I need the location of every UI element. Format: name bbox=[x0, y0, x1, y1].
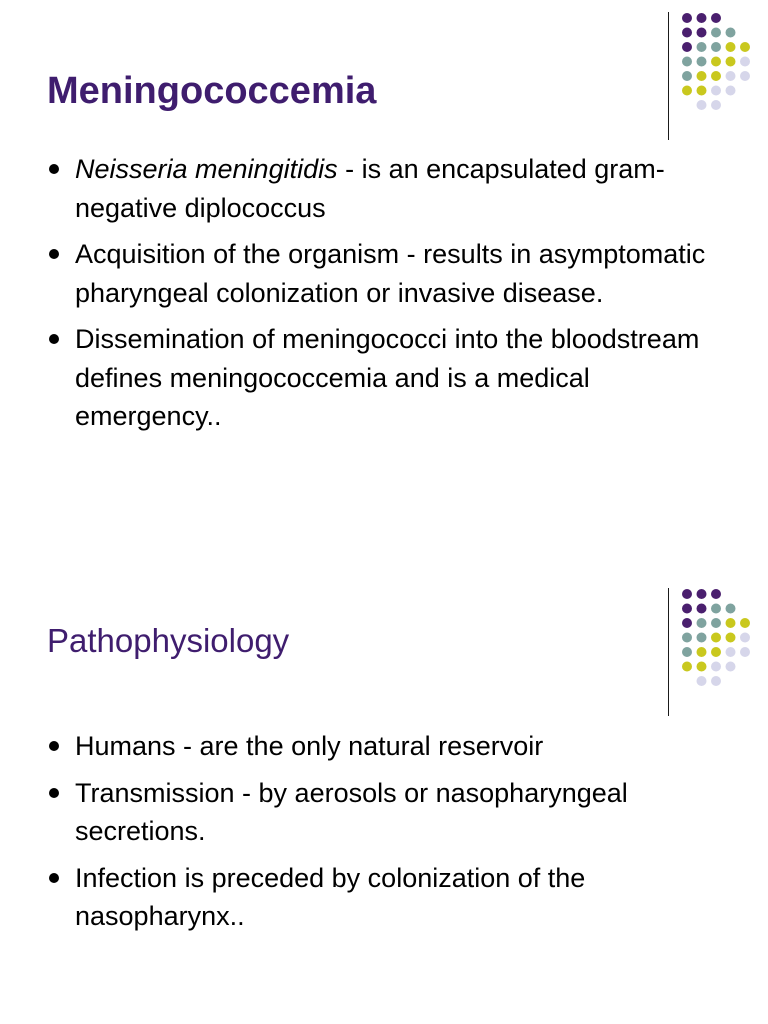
decorative-dot bbox=[697, 28, 707, 38]
bullet-text: Dissemination of meningococci into the bloodstream defines meningococcemia and is a medical emergency.. bbox=[75, 324, 700, 431]
decorative-dot bbox=[697, 57, 707, 67]
decorative-dot bbox=[740, 42, 750, 52]
decorative-dot bbox=[711, 589, 721, 599]
slide-title: Meningococcemia bbox=[47, 70, 377, 112]
decorative-dot bbox=[711, 100, 721, 110]
dot-grid-svg bbox=[680, 12, 760, 122]
decorative-dot bbox=[697, 633, 707, 643]
decorative-dot-grid bbox=[680, 588, 760, 698]
decorative-dot bbox=[726, 604, 736, 614]
decorative-dot bbox=[682, 618, 692, 628]
slide-title: Pathophysiology bbox=[47, 622, 290, 659]
decorative-dot bbox=[697, 71, 707, 81]
decorative-dot bbox=[697, 100, 707, 110]
decorative-dot bbox=[711, 57, 721, 67]
decorative-dot bbox=[682, 71, 692, 81]
slide-pathophysiology bbox=[0, 576, 768, 1024]
organism-name: Neisseria meningitidis bbox=[75, 154, 338, 184]
decorative-dot bbox=[682, 13, 692, 23]
decorative-dot bbox=[726, 57, 736, 67]
decorative-dot bbox=[711, 633, 721, 643]
decorative-dot bbox=[682, 57, 692, 67]
decorative-dot bbox=[711, 647, 721, 657]
bullet-list bbox=[46, 727, 726, 944]
decorative-dot bbox=[711, 28, 721, 38]
decorative-dot bbox=[711, 676, 721, 686]
decorative-dot bbox=[740, 618, 750, 628]
decorative-vertical-line bbox=[668, 12, 669, 140]
decorative-dot bbox=[726, 618, 736, 628]
decorative-dot bbox=[726, 647, 736, 657]
decorative-dot bbox=[682, 662, 692, 672]
decorative-dot bbox=[740, 71, 750, 81]
bullet-text: Acquisition of the organism - results in asymptomatic pharyngeal colonization or invasive disease. bbox=[75, 239, 706, 308]
decorative-dot bbox=[740, 633, 750, 643]
decorative-dot bbox=[682, 633, 692, 643]
bullet-text: Humans - are the only natural reservoir bbox=[75, 731, 544, 761]
bullet-text: Infection is preceded by colonization of the nasopharynx.. bbox=[75, 862, 586, 931]
decorative-dot bbox=[711, 86, 721, 96]
decorative-dot bbox=[711, 618, 721, 628]
decorative-dot-grid bbox=[680, 12, 760, 122]
decorative-dot bbox=[726, 86, 736, 96]
decorative-dot bbox=[740, 57, 750, 67]
decorative-dot bbox=[682, 28, 692, 38]
decorative-dot bbox=[711, 42, 721, 52]
decorative-dot bbox=[682, 589, 692, 599]
decorative-dot bbox=[711, 13, 721, 23]
decorative-dot bbox=[697, 86, 707, 96]
decorative-dot bbox=[711, 604, 721, 614]
decorative-dot bbox=[682, 604, 692, 614]
decorative-dot bbox=[726, 71, 736, 81]
decorative-dot bbox=[726, 42, 736, 52]
decorative-dot bbox=[682, 86, 692, 96]
bullet-item bbox=[46, 774, 726, 851]
decorative-dot bbox=[740, 647, 750, 657]
bullet-text: - is an encapsulated gram-negative diplococcus bbox=[75, 154, 665, 223]
decorative-dot bbox=[697, 676, 707, 686]
decorative-dot bbox=[697, 13, 707, 23]
decorative-dot bbox=[726, 633, 736, 643]
decorative-dot bbox=[697, 589, 707, 599]
decorative-dot bbox=[711, 662, 721, 672]
decorative-dot bbox=[697, 618, 707, 628]
decorative-dot bbox=[711, 71, 721, 81]
decorative-dot bbox=[682, 647, 692, 657]
bullet-item bbox=[46, 727, 726, 766]
decorative-dot bbox=[697, 604, 707, 614]
decorative-dot bbox=[726, 28, 736, 38]
decorative-dot bbox=[726, 662, 736, 672]
bullet-item bbox=[46, 859, 726, 936]
bullet-item bbox=[46, 235, 726, 312]
bullet-text: Transmission - by aerosols or nasopharyngeal secretions. bbox=[75, 777, 628, 846]
dot-grid-svg bbox=[680, 588, 760, 698]
bullet-list bbox=[46, 150, 726, 444]
decorative-dot bbox=[682, 42, 692, 52]
bullet-item bbox=[46, 150, 726, 227]
decorative-dot bbox=[697, 662, 707, 672]
decorative-dot bbox=[697, 42, 707, 52]
decorative-vertical-line bbox=[668, 588, 669, 716]
bullet-item bbox=[46, 320, 726, 436]
decorative-dot bbox=[697, 647, 707, 657]
